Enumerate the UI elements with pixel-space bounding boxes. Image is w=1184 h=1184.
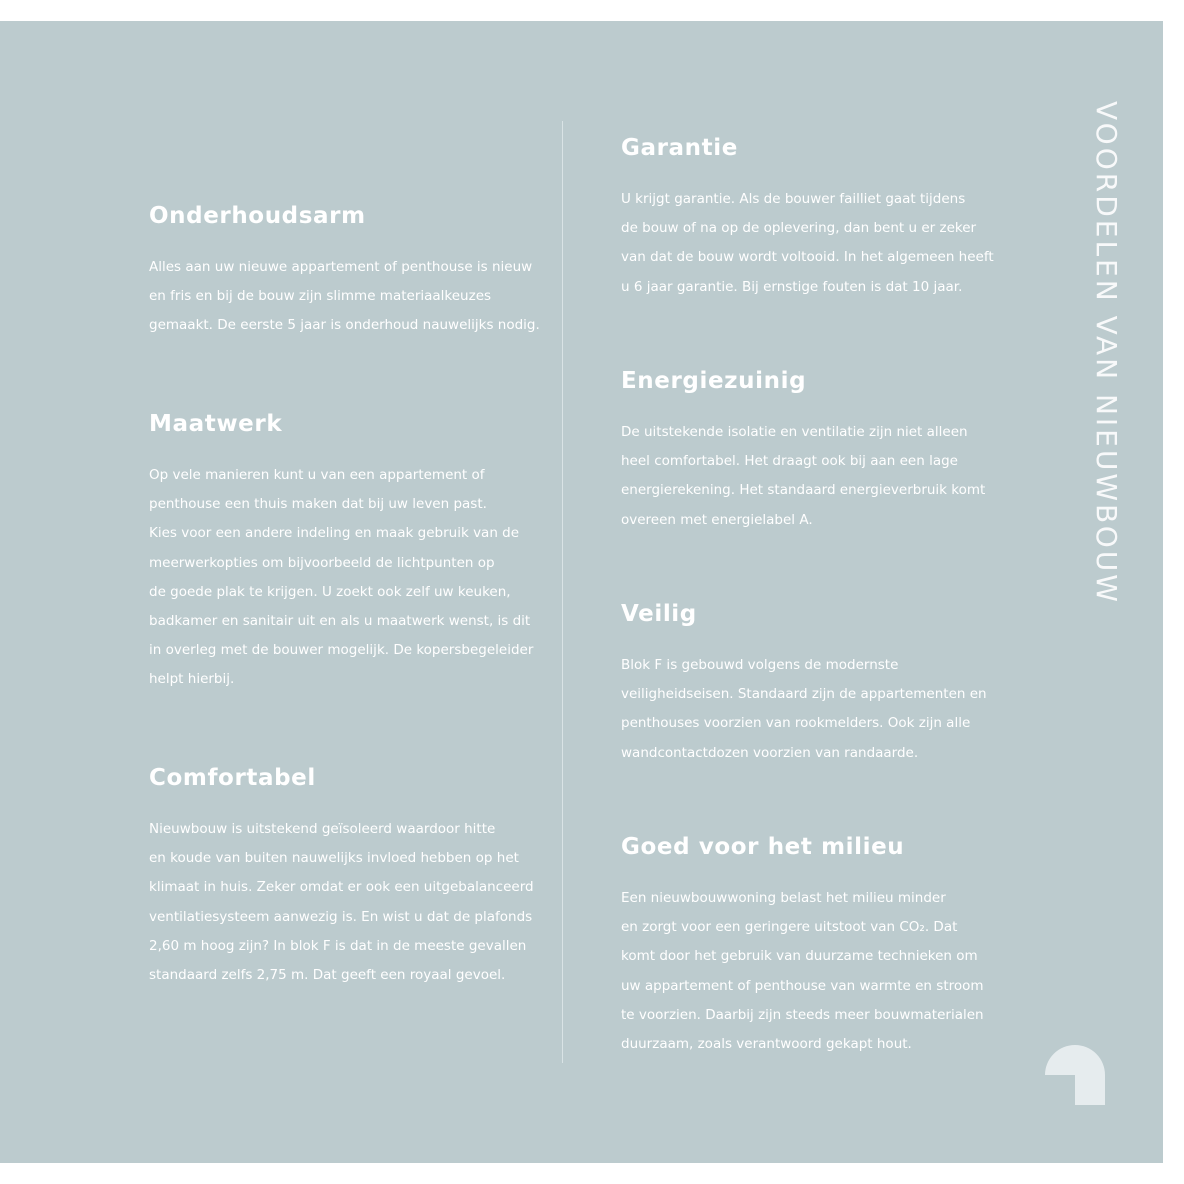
column-divider (562, 121, 563, 1063)
section-text: Blok F is gebouwd volgens de modernste veiligheidseisen. Standaard zijn de appartementen en penthouses voorzien van rookmelders. Ook zijn alle wandcontactdozen voorzien van randaarde. (621, 657, 987, 761)
section-text: Een nieuwbouwwoning belast het milieu minder en zorgt voor een geringere uitstoot van CO₂. Dat komt door het gebruik van duurzame technieken om uw appartement of penthouse van warmte en stroom te voorzien. Daarbij zijn steeds meer bouwmaterialen duurzaam, zoals verantwoord gekapt hout. (621, 890, 984, 1053)
page-panel (0, 21, 1163, 1163)
section-title: Energiezuinig (621, 368, 807, 394)
section-title: Onderhoudsarm (149, 203, 366, 229)
section-garantie (621, 133, 994, 302)
section-title: Comfortabel (149, 765, 316, 791)
section-title: Garantie (621, 135, 738, 161)
section-text: De uitstekende isolatie en ventilatie zijn niet alleen heel comfortabel. Het draagt ook bij aan een lage energierekening. Het standaard energieverbruik komt overeen met energielabel A. (621, 424, 986, 528)
section-title: Maatwerk (149, 411, 283, 437)
section-text: Nieuwbouw is uitstekend geïsoleerd waardoor hitte en koude van buiten nauwelijks invloed hebben op het klimaat in huis. Zeker omdat er ook een uitgebalanceerd ventilatiesysteem aanwezig is. En wist u dat de plafonds 2,60 m hoog zijn? In blok F is dat in de meeste gevallen standaard zelfs 2,75 m. Dat geeft een royaal gevoel. (149, 821, 534, 984)
section-onderhoudsarm (149, 201, 540, 341)
section-text: U krijgt garantie. Als de bouwer failliet gaat tijdens de bouw of na op de oplevering, dan bent u er zeker van dat de bouw wordt voltooid. In het algemeen heeft u 6 jaar garantie. Bij ernstige fouten is dat 10 jaar. (621, 191, 994, 295)
section-veilig (621, 599, 987, 768)
section-maatwerk (149, 409, 533, 695)
section-text: Alles aan uw nieuwe appartement of penthouse is nieuw en fris en bij de bouw zijn slimme materiaalkeuzes gemaakt. De eerste 5 jaar is onderhoud nauwelijks nodig. (149, 259, 540, 334)
corner-logo-icon (1045, 1041, 1105, 1105)
vertical-page-title: VOORDELEN VAN NIEUWBOUW (1090, 101, 1123, 605)
section-title: Veilig (621, 601, 697, 627)
section-title: Goed voor het milieu (621, 834, 905, 860)
section-milieu (621, 832, 984, 1059)
section-energiezuinig (621, 366, 985, 535)
section-comfortabel (149, 763, 534, 990)
section-text: Op vele manieren kunt u van een appartement of penthouse een thuis maken dat bij uw leven past. Kies voor een andere indeling en maak gebruik van de meerwerkopties om bijvoorbeeld de lichtpunten op de goede plak te krijgen. U zoekt ook zelf uw keuken, badkamer en sanitair uit en als u maatwerk wenst, is dit in overleg met de bouwer mogelijk. De kopersbegeleider helpt hierbij. (149, 467, 534, 688)
